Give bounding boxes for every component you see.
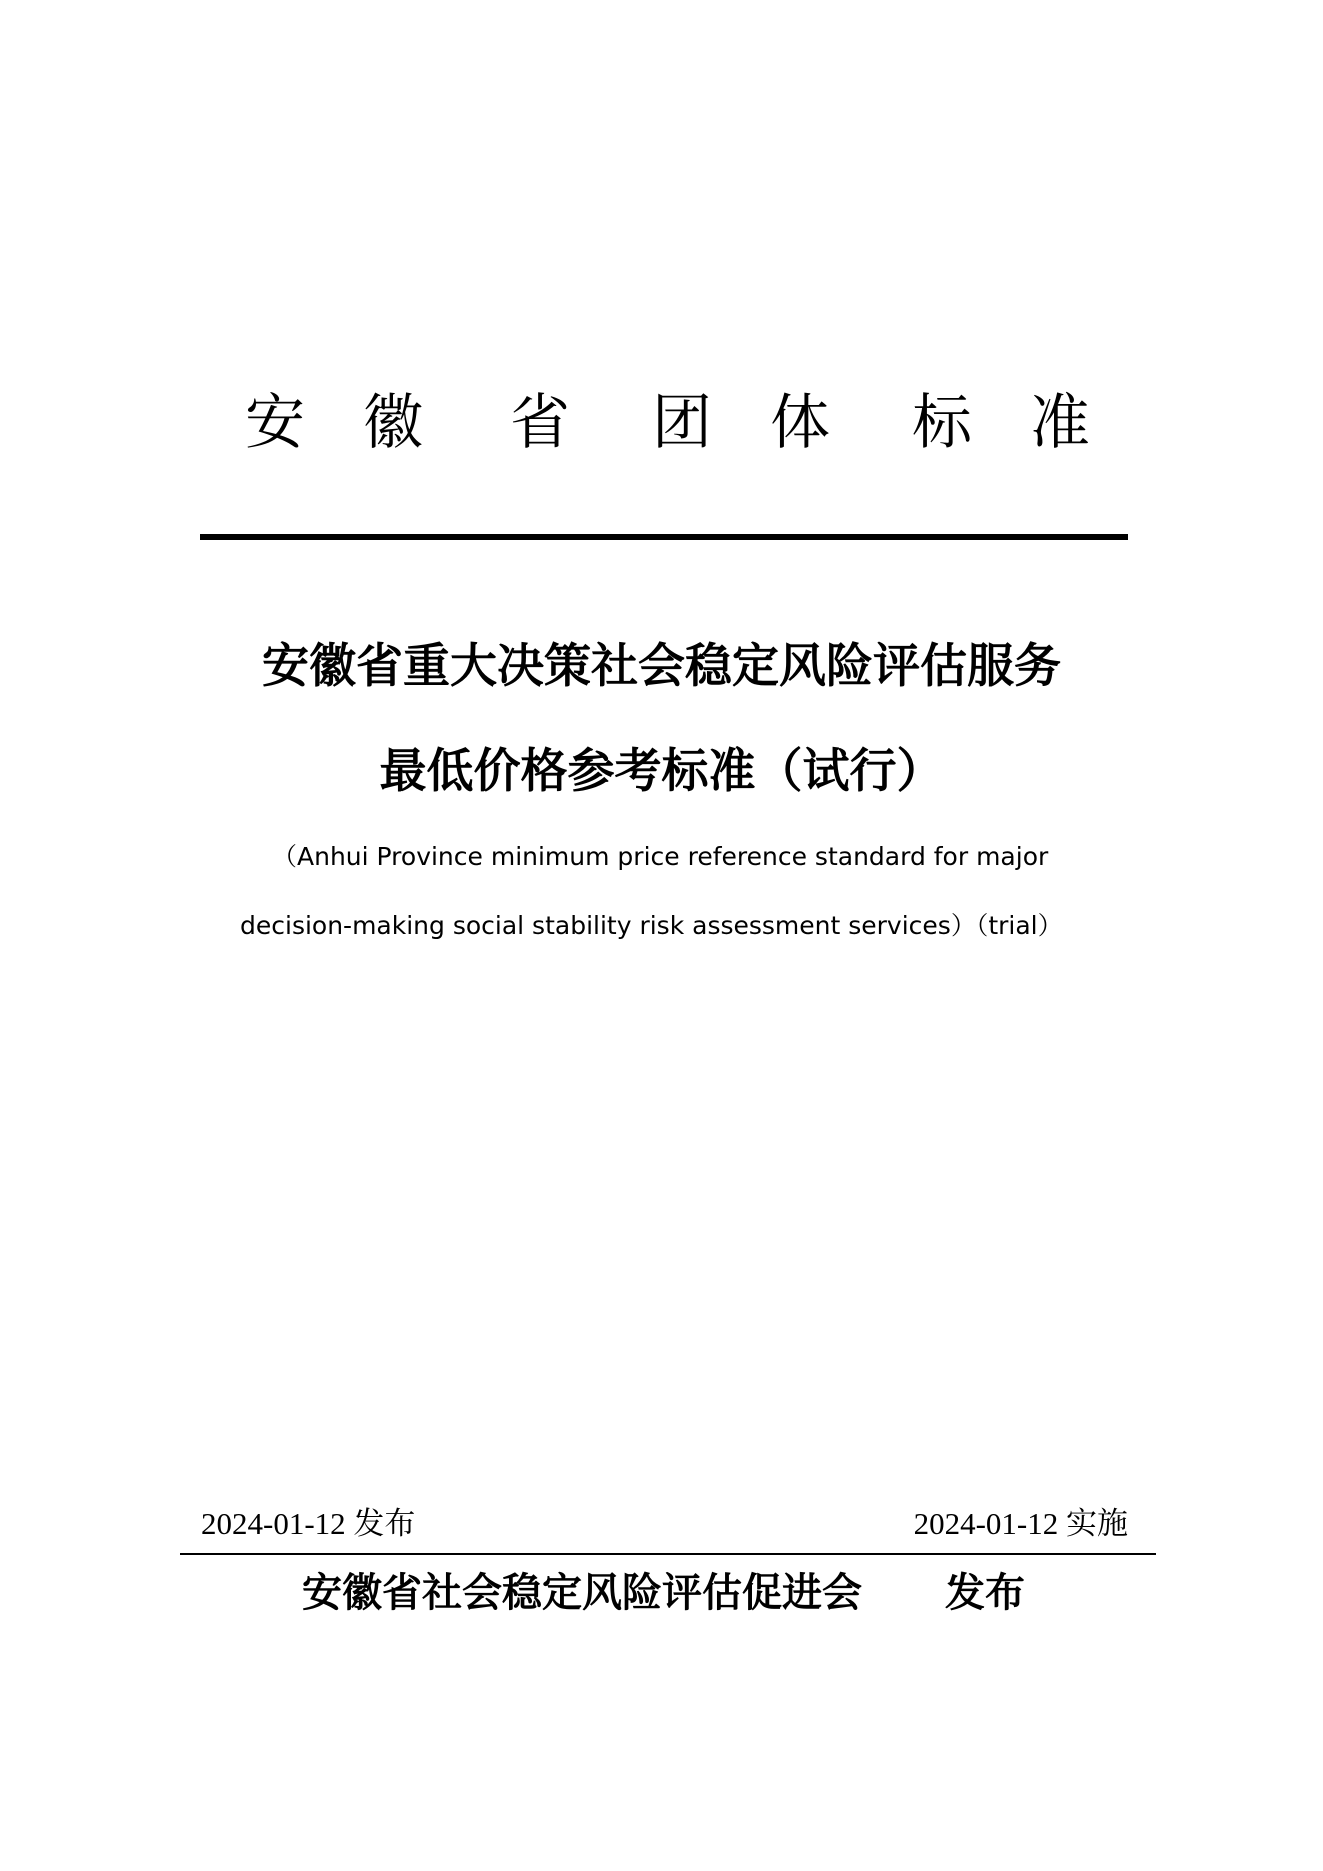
publish-label: 发布 <box>945 1569 1025 1616</box>
footer-divider <box>180 1553 1156 1555</box>
header-divider <box>200 534 1128 540</box>
publisher-name: 安徽省社会稳定风险评估促进会 <box>302 1569 862 1616</box>
header-char: 徽 <box>363 388 423 458</box>
header-char: 团 <box>652 388 712 458</box>
header-char: 省 <box>510 388 570 458</box>
standard-type-header <box>240 378 1100 468</box>
document-title-line-2: 最低价格参考标准（试行） <box>379 744 944 799</box>
header-char: 标 <box>912 388 972 458</box>
implementation-date: 2024-01-12 实施 <box>913 1506 1128 1541</box>
publish-date: 2024-01-12 发布 <box>201 1506 416 1541</box>
header-char: 安 <box>245 388 305 458</box>
document-title-line-1: 安徽省重大决策社会稳定风险评估服务 <box>262 639 1061 694</box>
header-char: 准 <box>1030 388 1090 458</box>
english-title-line-1: （Anhui Province minimum price reference standard for major <box>272 842 1049 871</box>
header-char: 体 <box>770 388 830 458</box>
english-title-line-2: decision-making social stability risk assessment services）（trial） <box>240 911 1063 940</box>
